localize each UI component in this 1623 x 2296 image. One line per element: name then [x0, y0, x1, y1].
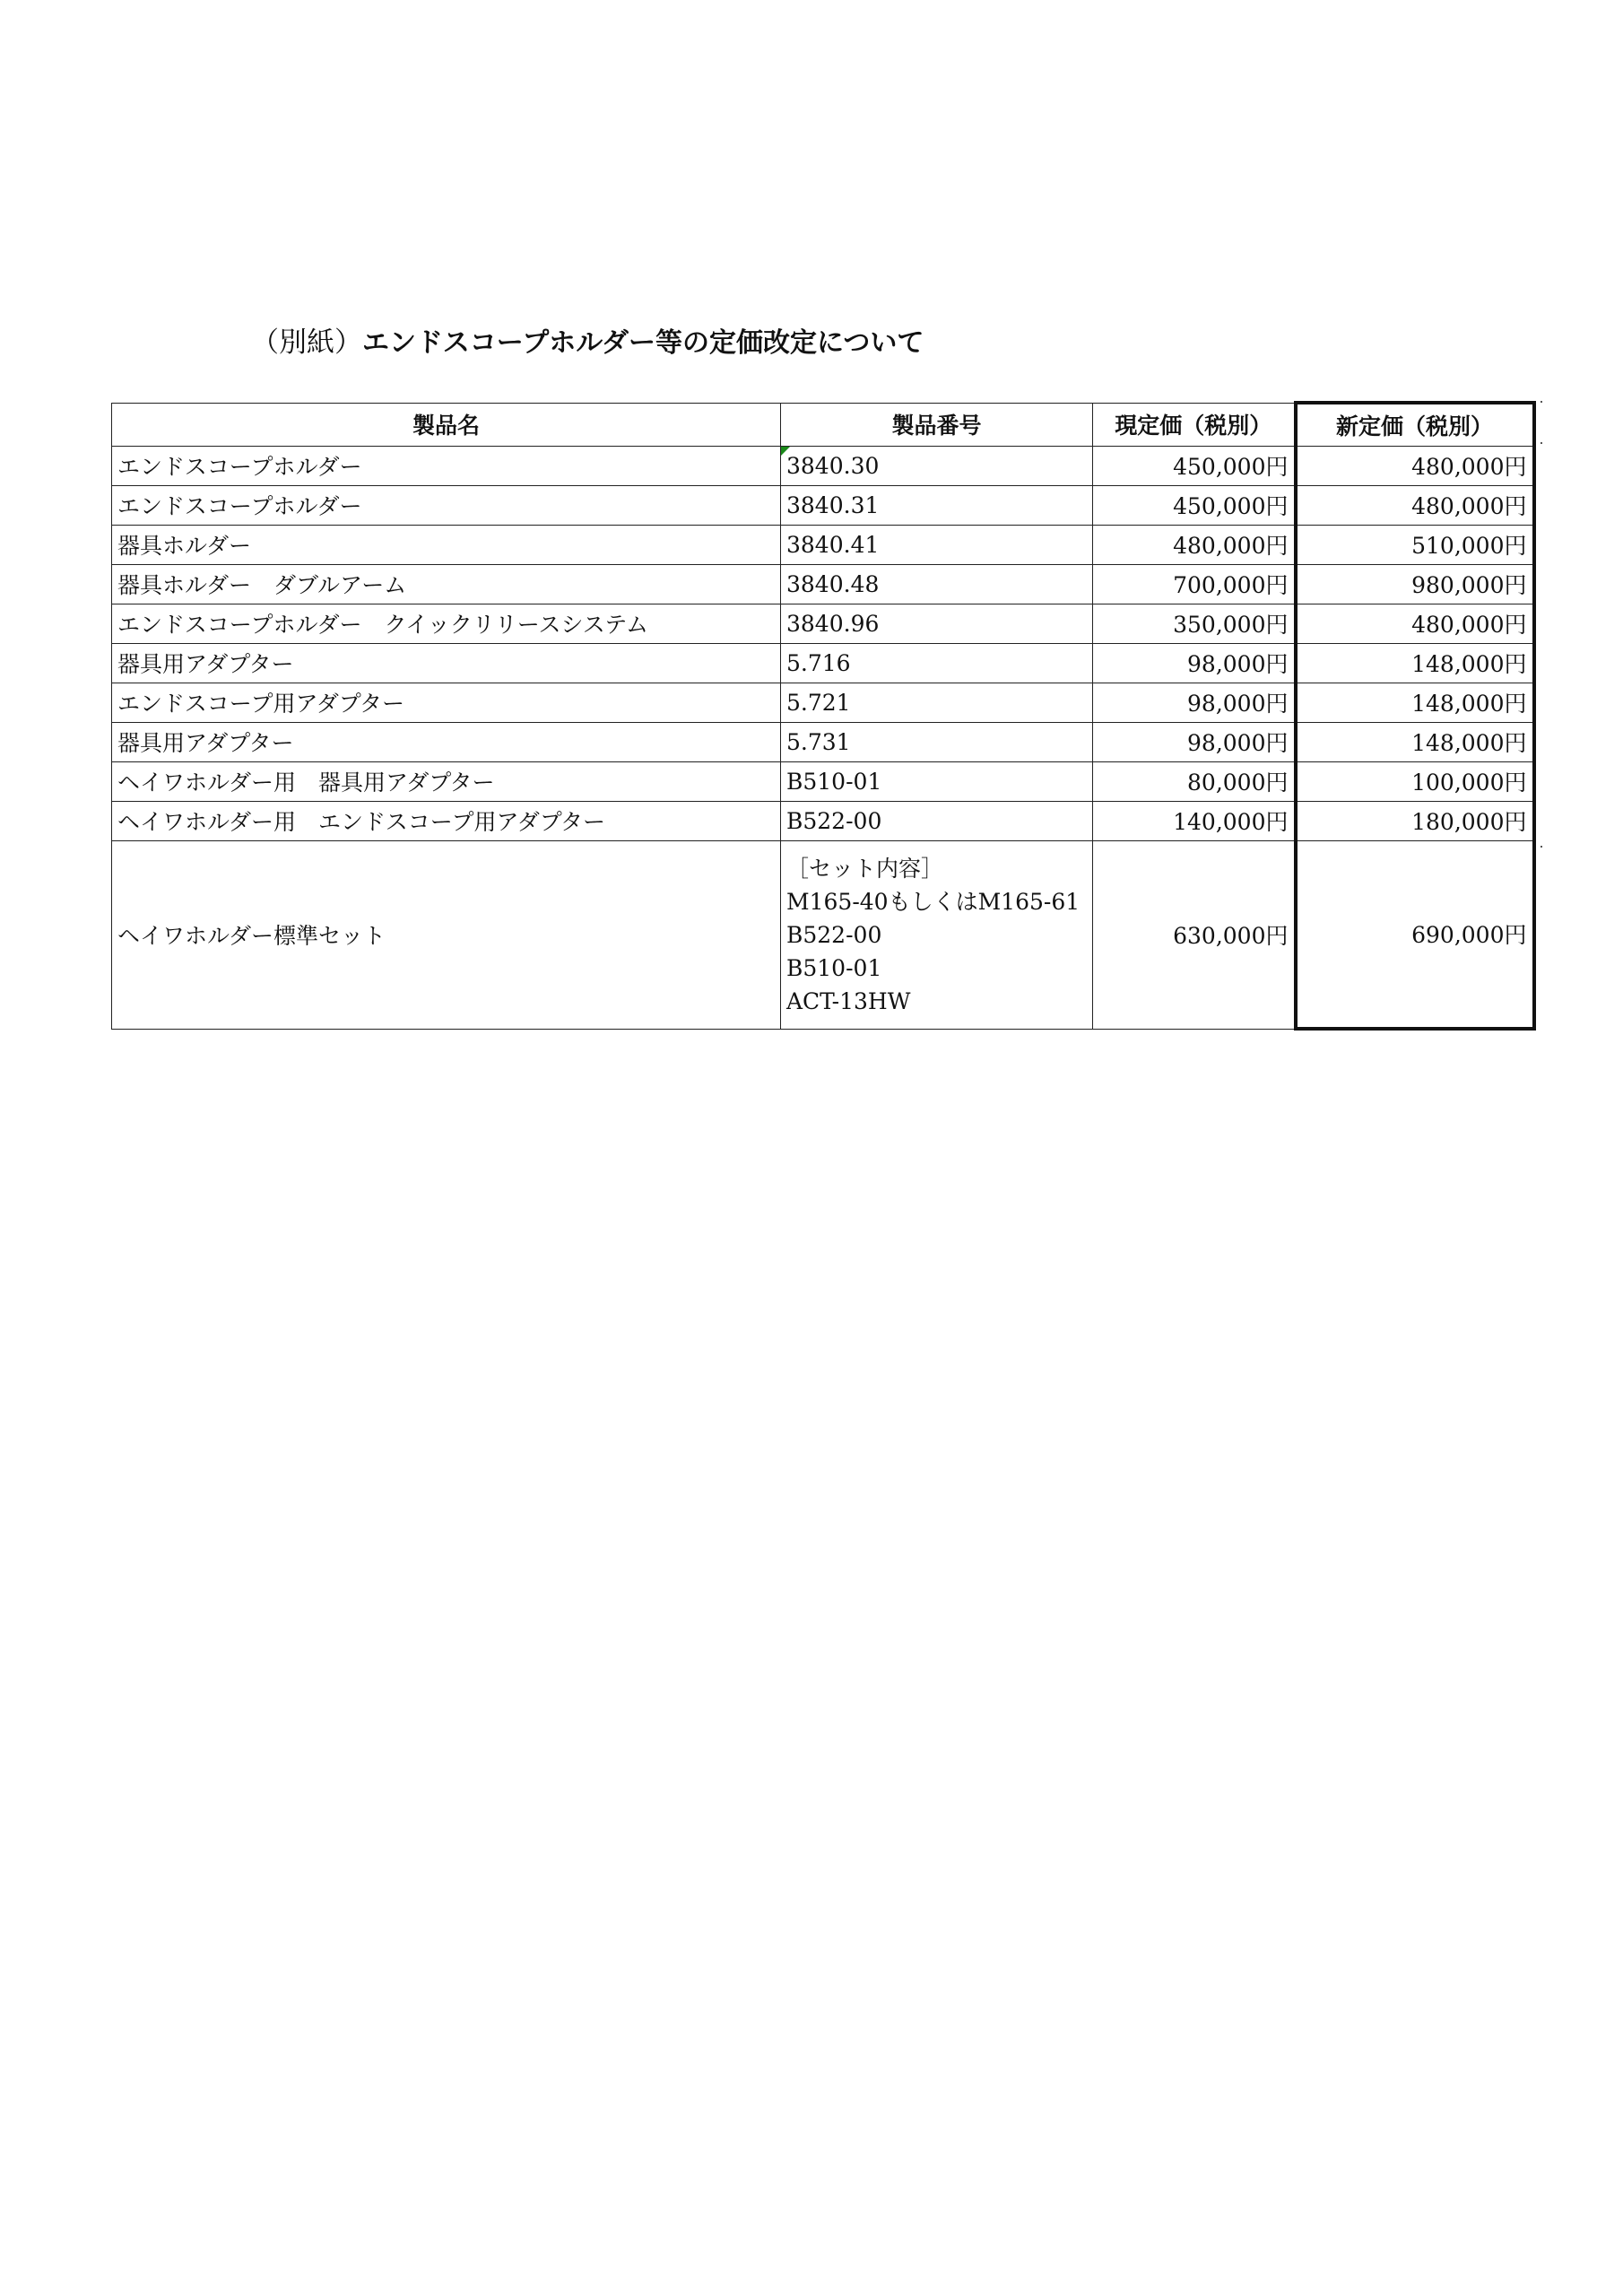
product-name-cell: ヘイワホルダー用 器具用アダプター [112, 761, 781, 801]
product-name-cell: 器具ホルダー [112, 525, 781, 564]
product-number-cell: B522-00 [781, 801, 1093, 840]
product-name-cell: ヘイワホルダー標準セット [112, 840, 781, 1029]
product-number-cell: B510-01 [781, 761, 1093, 801]
new-price-cell: 180,000円 [1296, 801, 1534, 840]
new-price-cell: 480,000円 [1296, 604, 1534, 643]
set-contents-line: B522-00 [786, 921, 882, 948]
table-row [112, 604, 1534, 643]
set-contents-list [786, 852, 1087, 1018]
product-name-cell: エンドスコープ用アダプター [112, 683, 781, 722]
new-price-cell: 148,000円 [1296, 722, 1534, 761]
product-number-cell: 5.721 [781, 683, 1093, 722]
product-name-cell: 器具ホルダー ダブルアーム [112, 564, 781, 604]
margin-mark [1541, 442, 1542, 444]
table-header-row [112, 403, 1534, 446]
product-name-cell: エンドスコープホルダー [112, 485, 781, 525]
title-main: エンドスコープホルダー等の定価改定について [362, 327, 924, 359]
product-number-cell: 3840.30 [781, 446, 1093, 485]
current-price-cell: 630,000円 [1093, 840, 1296, 1029]
title-prefix: （別紙） [251, 326, 362, 359]
product-number-cell [781, 840, 1093, 1029]
table-row-set [112, 840, 1534, 1029]
current-price-cell: 350,000円 [1093, 604, 1296, 643]
margin-mark [1541, 401, 1542, 403]
product-number-cell: 3840.31 [781, 485, 1093, 525]
new-price-cell: 480,000円 [1296, 446, 1534, 485]
new-price-cell: 980,000円 [1296, 564, 1534, 604]
product-name-cell: 器具用アダプター [112, 722, 781, 761]
table-row [112, 801, 1534, 840]
header-new-price: 新定価（税別） [1296, 403, 1534, 446]
product-name-cell: 器具用アダプター [112, 643, 781, 683]
product-number-cell: 3840.96 [781, 604, 1093, 643]
set-contents-line: M165-40もしくはM165-61 [786, 888, 1081, 915]
product-number-cell: 3840.48 [781, 564, 1093, 604]
header-current-price: 現定価（税別） [1093, 403, 1296, 446]
new-price-cell: 510,000円 [1296, 525, 1534, 564]
table-row [112, 525, 1534, 564]
table-row [112, 564, 1534, 604]
document-title [251, 323, 924, 363]
new-price-cell: 100,000円 [1296, 761, 1534, 801]
set-contents-line: B510-01 [786, 954, 882, 981]
new-price-cell: 480,000円 [1296, 485, 1534, 525]
table-body [112, 446, 1534, 1029]
new-price-cell: 148,000円 [1296, 683, 1534, 722]
table-row [112, 643, 1534, 683]
product-name-cell: エンドスコープホルダー クイックリリースシステム [112, 604, 781, 643]
table-row [112, 446, 1534, 485]
margin-mark [1541, 846, 1542, 848]
header-product-name: 製品名 [112, 403, 781, 446]
current-price-cell: 700,000円 [1093, 564, 1296, 604]
set-contents-line: ACT-13HW [786, 987, 911, 1014]
current-price-cell: 450,000円 [1093, 485, 1296, 525]
current-price-cell: 480,000円 [1093, 525, 1296, 564]
table-row [112, 683, 1534, 722]
new-price-cell: 690,000円 [1296, 840, 1534, 1029]
price-revision-table [111, 401, 1536, 1031]
product-name-cell: ヘイワホルダー用 エンドスコープ用アダプター [112, 801, 781, 840]
table-row [112, 722, 1534, 761]
product-number-cell: 5.716 [781, 643, 1093, 683]
current-price-cell: 450,000円 [1093, 446, 1296, 485]
current-price-cell: 98,000円 [1093, 643, 1296, 683]
product-number-cell: 3840.41 [781, 525, 1093, 564]
new-price-cell: 148,000円 [1296, 643, 1534, 683]
product-name-cell: エンドスコープホルダー [112, 446, 781, 485]
current-price-cell: 80,000円 [1093, 761, 1296, 801]
current-price-cell: 98,000円 [1093, 683, 1296, 722]
cell-comment-marker [781, 447, 790, 456]
table-row [112, 761, 1534, 801]
current-price-cell: 98,000円 [1093, 722, 1296, 761]
header-product-number: 製品番号 [781, 403, 1093, 446]
current-price-cell: 140,000円 [1093, 801, 1296, 840]
set-contents-line: ［セット内容］ [786, 855, 944, 882]
table-row [112, 485, 1534, 525]
product-number-cell: 5.731 [781, 722, 1093, 761]
